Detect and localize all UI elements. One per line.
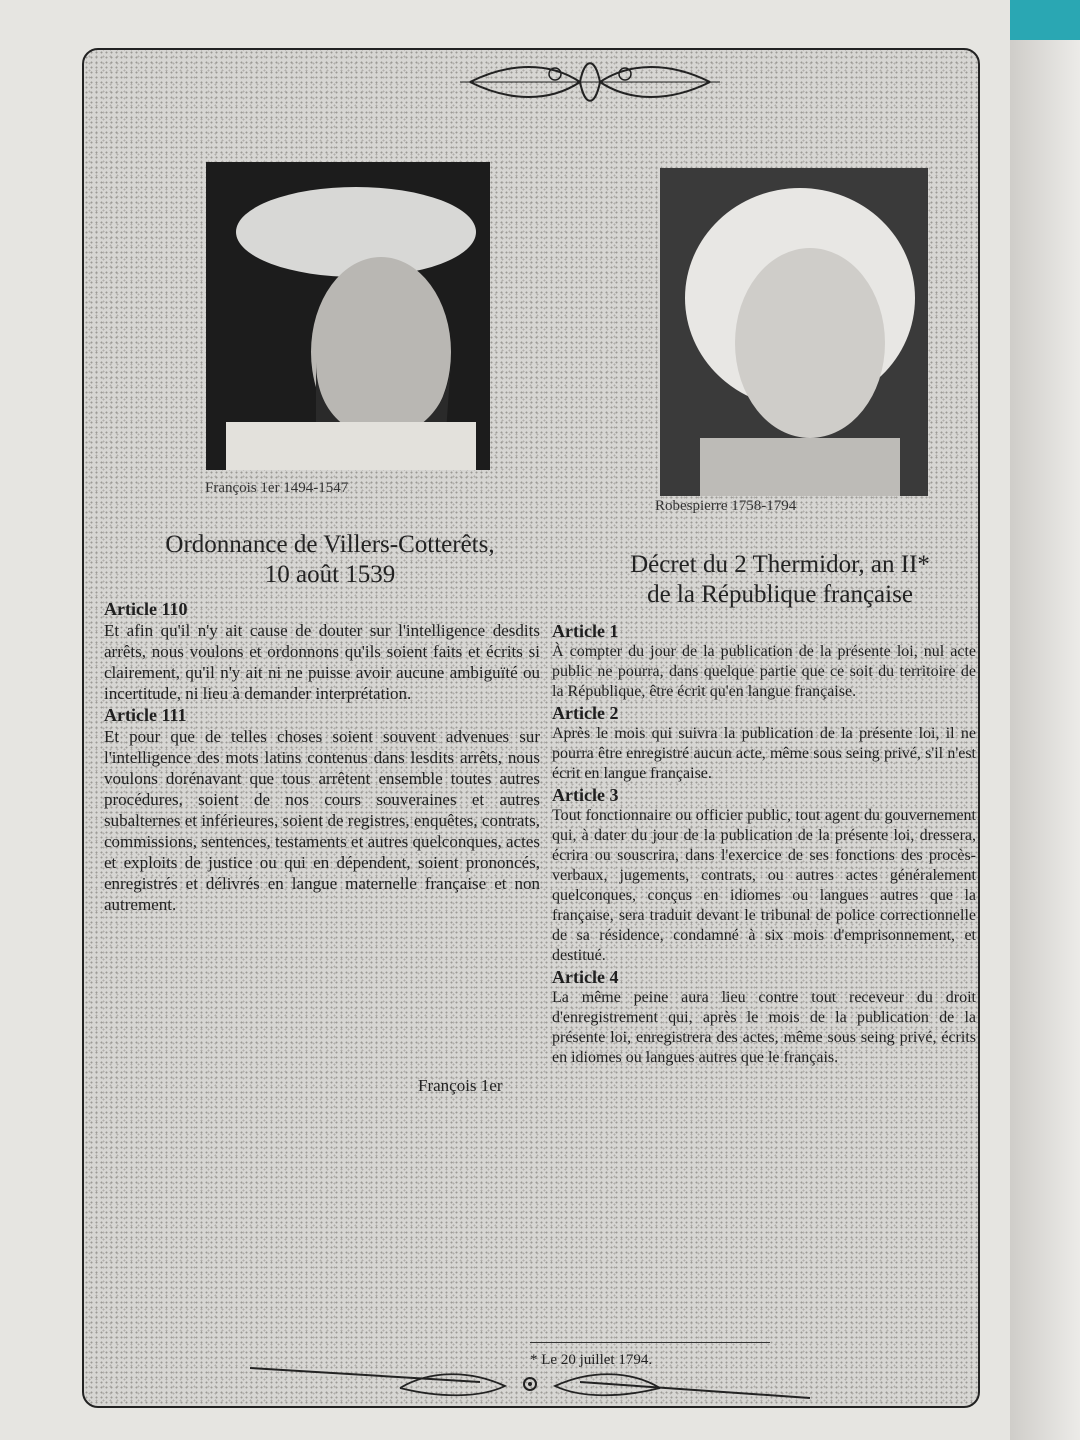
article-2-text: Après le mois qui suivra la publication de la présente loi, il ne pourra être enregistré aucun acte, même sous seing privé, s'il n'est écrit en langue française. [552, 725, 976, 782]
left-heading [120, 530, 540, 590]
right-portrait-caption: Robespierre 1758-1794 [655, 498, 797, 514]
article-111-text: Et pour que de telles choses soient souvent advenues sur l'intelligence des mots latins contenus dans lesdits arrêts, nous voulons dorénavant que tous arrêtent ensemble toutes autres procédures, soient de nos cours souveraines et autres subalternes et inférieures, soient de registres, enquêtes, contrats, commissions, sentences, testaments et autres quelconques, actes et exploits de justice ou qui en dépendent, soient prononcés, enregistrés et délivrés en langue maternelle française et non autrement. [104, 727, 540, 914]
article-3-title: Article 3 [552, 785, 619, 805]
article-110-title: Article 110 [104, 599, 188, 619]
article-3-text: Tout fonctionnaire ou officier public, tout agent du gouvernement qui, à dater du jour de la publication de la présente loi, dressera, écrira ou souscrira, dans l'exercice de ses fonctions des procès-verbaux, jugements, contrats, ou autres actes généralement quelconques, conçus en idiomes ou langues autres que la française, sera traduit devant le tribunal de police correctionnelle de sa résidence, condamné à six mois d'emprisonnement, et destitué. [552, 807, 976, 964]
article-110-text: Et afin qu'il n'y ait cause de douter sur l'intelligence desdits arrêts, nous voulons et ordonnons qu'ils soient faits et écrits si clairement, qu'il n'y ait ni ne puisse avoir aucune ambiguïté ou incertitude, ni lieu à demander interprétation. [104, 621, 540, 703]
left-column [104, 598, 540, 915]
right-heading-line2: de la République française [647, 581, 913, 608]
portrait-robespierre [660, 168, 928, 496]
right-heading-line1: Décret du 2 Thermidor, an II* [630, 551, 930, 578]
footnote: * Le 20 juillet 1794. [530, 1352, 653, 1368]
right-heading [570, 550, 990, 610]
right-column [552, 620, 976, 1068]
page-edge [1010, 0, 1080, 1440]
signature: François 1er [418, 1076, 503, 1095]
article-1-text: À compter du jour de la publication de la présente loi, nul acte public ne pourra, dans quelque partie que ce soit du territoire de la République, être écrit qu'en langue française. [552, 643, 976, 700]
bottom-ornament-icon [250, 1360, 810, 1400]
left-portrait-caption: François 1er 1494-1547 [205, 480, 349, 496]
left-heading-line1: Ordonnance de Villers-Cotterêts, [165, 531, 495, 558]
article-4-title: Article 4 [552, 967, 619, 987]
left-heading-line2: 10 août 1539 [264, 561, 396, 588]
article-2-title: Article 2 [552, 703, 619, 723]
footnote-rule [530, 1342, 770, 1343]
top-ornament-icon [460, 52, 720, 112]
background-corner [1010, 0, 1080, 40]
article-4-text: La même peine aura lieu contre tout receveur du droit d'enregistrement qui, après le mois de la publication de la présente loi, enregistrera des actes, même sous seing privé, écrits en idiomes ou langues autres que le français. [552, 989, 976, 1066]
article-1-title: Article 1 [552, 621, 619, 641]
article-111-title: Article 111 [104, 705, 187, 725]
portrait-francois-1er [206, 162, 490, 470]
